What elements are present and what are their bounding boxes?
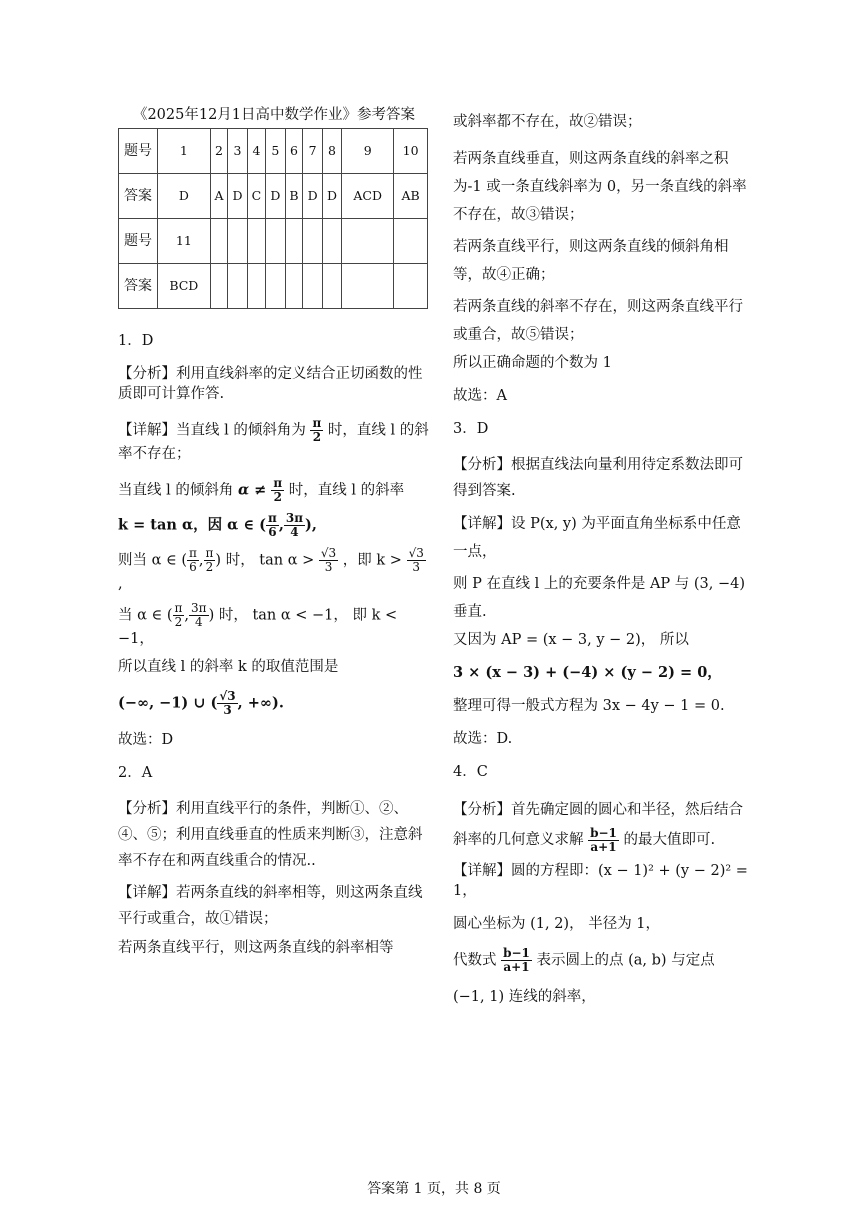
table-cell: D xyxy=(303,174,322,219)
table-cell: A xyxy=(210,174,228,219)
table-cell xyxy=(266,219,285,264)
detail-text: 当 α ∈ ( $\frac{\pi}{2}$ , $\frac{3\pi}{4}$ ) 时， tan α < −1， 即 k < −1， xyxy=(118,601,398,647)
table-cell: D xyxy=(266,174,285,219)
table-cell: 8 xyxy=(322,129,341,174)
formula-part: (−∞, −1) ∪ xyxy=(118,694,206,712)
table-cell xyxy=(210,264,228,309)
table-row xyxy=(119,174,428,219)
table-cell: 4 xyxy=(247,129,266,174)
question-number: 4．C xyxy=(453,764,488,780)
table-cell xyxy=(342,219,394,264)
table-cell: 2 xyxy=(210,129,228,174)
document-title: 《2025年12月1日高中数学作业》参考答案 xyxy=(132,107,416,123)
detail-text: 当直线 l 的倾斜角 α ≠ $\frac{\pi}{2}$ 时，直线 l 的斜率 xyxy=(118,476,405,504)
detail-text: 【详解】当直线 l 的倾斜角为 $\frac{\pi}{2}$ 时，直线 l 的斜率不存在； xyxy=(118,416,429,462)
table-cell xyxy=(210,219,228,264)
detail-text: 代数式 $\frac{b-1}{a+1}$ 表示圆上的点 (a, b) 与定点 xyxy=(453,946,715,974)
detail-text-part: 时，直线 l 的斜率不存在； xyxy=(118,422,429,462)
table-cell xyxy=(303,264,322,309)
question-number: 2．A xyxy=(118,765,153,781)
table-cell xyxy=(266,264,285,309)
table-cell: ACD xyxy=(342,174,394,219)
detail-text-part: 则当 α ∈ xyxy=(118,552,177,569)
table-row xyxy=(119,219,428,264)
detail-text-part: 时，直线 l 的斜率 xyxy=(288,482,405,499)
analysis-text-part: 的最大值即可. xyxy=(623,832,716,848)
table-cell: 答案 xyxy=(119,174,158,219)
table-cell xyxy=(322,264,341,309)
detail-text: 【详解】若两条直线的斜率相等，则这两条直线平行或重合，故①错误； xyxy=(118,885,423,927)
detail-text-part: 时， tan α > xyxy=(225,552,315,569)
table-cell: D xyxy=(228,174,247,219)
table-cell xyxy=(228,264,247,309)
table-row xyxy=(119,129,428,174)
detail-text: 若两条直线平行，则这两条直线的斜率相等 xyxy=(118,940,394,956)
table-cell: 题号 xyxy=(119,129,158,174)
detail-text: 若两条直线垂直，则这两条直线的斜率之积为-1 或一条直线斜率为 0，另一条直线的斜率不存在，故③错误； xyxy=(453,151,747,223)
detail-text-part: 表示圆上的点 (a, b) 与定点 xyxy=(536,952,715,969)
detail-text-part: 代数式 xyxy=(453,952,497,969)
detail-text: k = tan α，因 α ∈ ( $\frac{\pi}{6}$ , $\frac{3\pi}{4}$ ), xyxy=(118,511,317,539)
table-cell xyxy=(247,264,266,309)
detail-text: 或斜率都不存在，故②错误； xyxy=(453,114,642,130)
table-cell xyxy=(285,219,303,264)
choice-text: 故选：D xyxy=(118,732,174,748)
detail-text: 则 P 在直线 l 上的充要条件是 AP 与 (3, −4) 垂直. xyxy=(453,576,746,620)
table-cell xyxy=(228,219,247,264)
detail-text-part: 当 α ∈ xyxy=(118,607,163,624)
table-cell xyxy=(322,219,341,264)
analysis-text-part: 【分析】首先确定圆的圆心和半径，然后结合斜率的几何意义求解 xyxy=(453,802,743,848)
table-cell xyxy=(247,219,266,264)
question-number: 1．D xyxy=(118,333,154,349)
detail-text: (−1, 1) 连线的斜率， xyxy=(453,989,596,1005)
detail-text: 【详解】圆的方程即：(x − 1)² + (y − 2)² = 1， xyxy=(453,863,748,899)
table-cell xyxy=(394,264,428,309)
question-number: 3．D xyxy=(453,421,489,437)
table-cell: BCD xyxy=(158,264,211,309)
left-column xyxy=(118,104,430,958)
answer-table xyxy=(118,128,428,309)
table-cell: 1 xyxy=(158,129,211,174)
right-column xyxy=(453,112,753,1007)
table-cell: 答案 xyxy=(119,264,158,309)
detail-text: 所以直线 l 的斜率 k 的取值范围是 xyxy=(118,659,339,675)
range-formula: (−∞, −1) ∪ ( $\frac{√3}{3}$ , +∞). xyxy=(118,689,284,717)
detail-text: 【详解】设 P(x, y) 为平面直角坐标系中任意一点， xyxy=(453,516,741,560)
table-cell xyxy=(394,219,428,264)
analysis-text: 【分析】利用直线平行的条件，判断①、②、④、⑤；利用直线垂直的性质来判断③，注意斜率不存在和两直线重合的情况.. xyxy=(118,801,423,869)
analysis-text: 【分析】根据直线法向量利用待定系数法即可得到答案. xyxy=(453,457,743,499)
table-cell xyxy=(303,219,322,264)
table-cell xyxy=(342,264,394,309)
detail-text-part: ，即 k > xyxy=(342,552,402,569)
choice-text: 故选：D. xyxy=(453,731,513,747)
equation: 3 × (x − 3) + (−4) × (y − 2) = 0， xyxy=(453,664,722,681)
detail-text: 若两条直线平行，则这两条直线的倾斜角相等，故④正确； xyxy=(453,239,729,283)
detail-text-part: 时， tan α < −1， 即 k < −1， xyxy=(118,607,398,647)
table-cell: 3 xyxy=(228,129,247,174)
table-cell: 7 xyxy=(303,129,322,174)
detail-text: 圆心坐标为 (1, 2)， 半径为 1， xyxy=(453,916,661,932)
detail-text-part: k = tan α，因 α ∈ xyxy=(118,516,255,534)
detail-text-part: 当直线 l 的倾斜角 xyxy=(118,482,234,499)
table-cell: D xyxy=(158,174,211,219)
table-cell: 题号 xyxy=(119,219,158,264)
detail-text: 又因为 AP = (x − 3, y − 2)， 所以 xyxy=(453,632,689,648)
page-footer: 答案第 1 页，共 8 页 xyxy=(367,1181,501,1197)
detail-text: 所以正确命题的个数为 1 xyxy=(453,355,612,371)
table-cell xyxy=(285,264,303,309)
table-cell: D xyxy=(322,174,341,219)
detail-text: 则当 α ∈ ( $\frac{\pi}{6}$ , $\frac{\pi}{2}$ ) 时， tan α > $\frac{√3}{3}$ ，即 k > $\frac{√3}{3}$ , xyxy=(118,546,424,592)
table-cell: B xyxy=(285,174,303,219)
table-cell: 11 xyxy=(158,219,211,264)
table-row xyxy=(119,264,428,309)
table-cell: 6 xyxy=(285,129,303,174)
table-cell: 10 xyxy=(394,129,428,174)
table-cell: C xyxy=(247,174,266,219)
detail-text: 整理可得一般式方程为 3x − 4y − 1 = 0. xyxy=(453,698,725,714)
detail-text: 若两条直线的斜率不存在，则这两条直线平行或重合，故⑤错误； xyxy=(453,299,743,343)
table-cell: AB xyxy=(394,174,428,219)
table-cell: 9 xyxy=(342,129,394,174)
analysis-text: 【分析】利用直线斜率的定义结合正切函数的性质即可计算作答. xyxy=(118,366,423,402)
analysis-text: 【分析】首先确定圆的圆心和半径，然后结合斜率的几何意义求解 $\frac{b-1}{a+1}$ 的最大值即可. xyxy=(453,802,743,854)
detail-text-part: 【详解】当直线 l 的倾斜角为 xyxy=(118,422,306,439)
table-cell: 5 xyxy=(266,129,285,174)
choice-text: 故选：A xyxy=(453,388,507,404)
